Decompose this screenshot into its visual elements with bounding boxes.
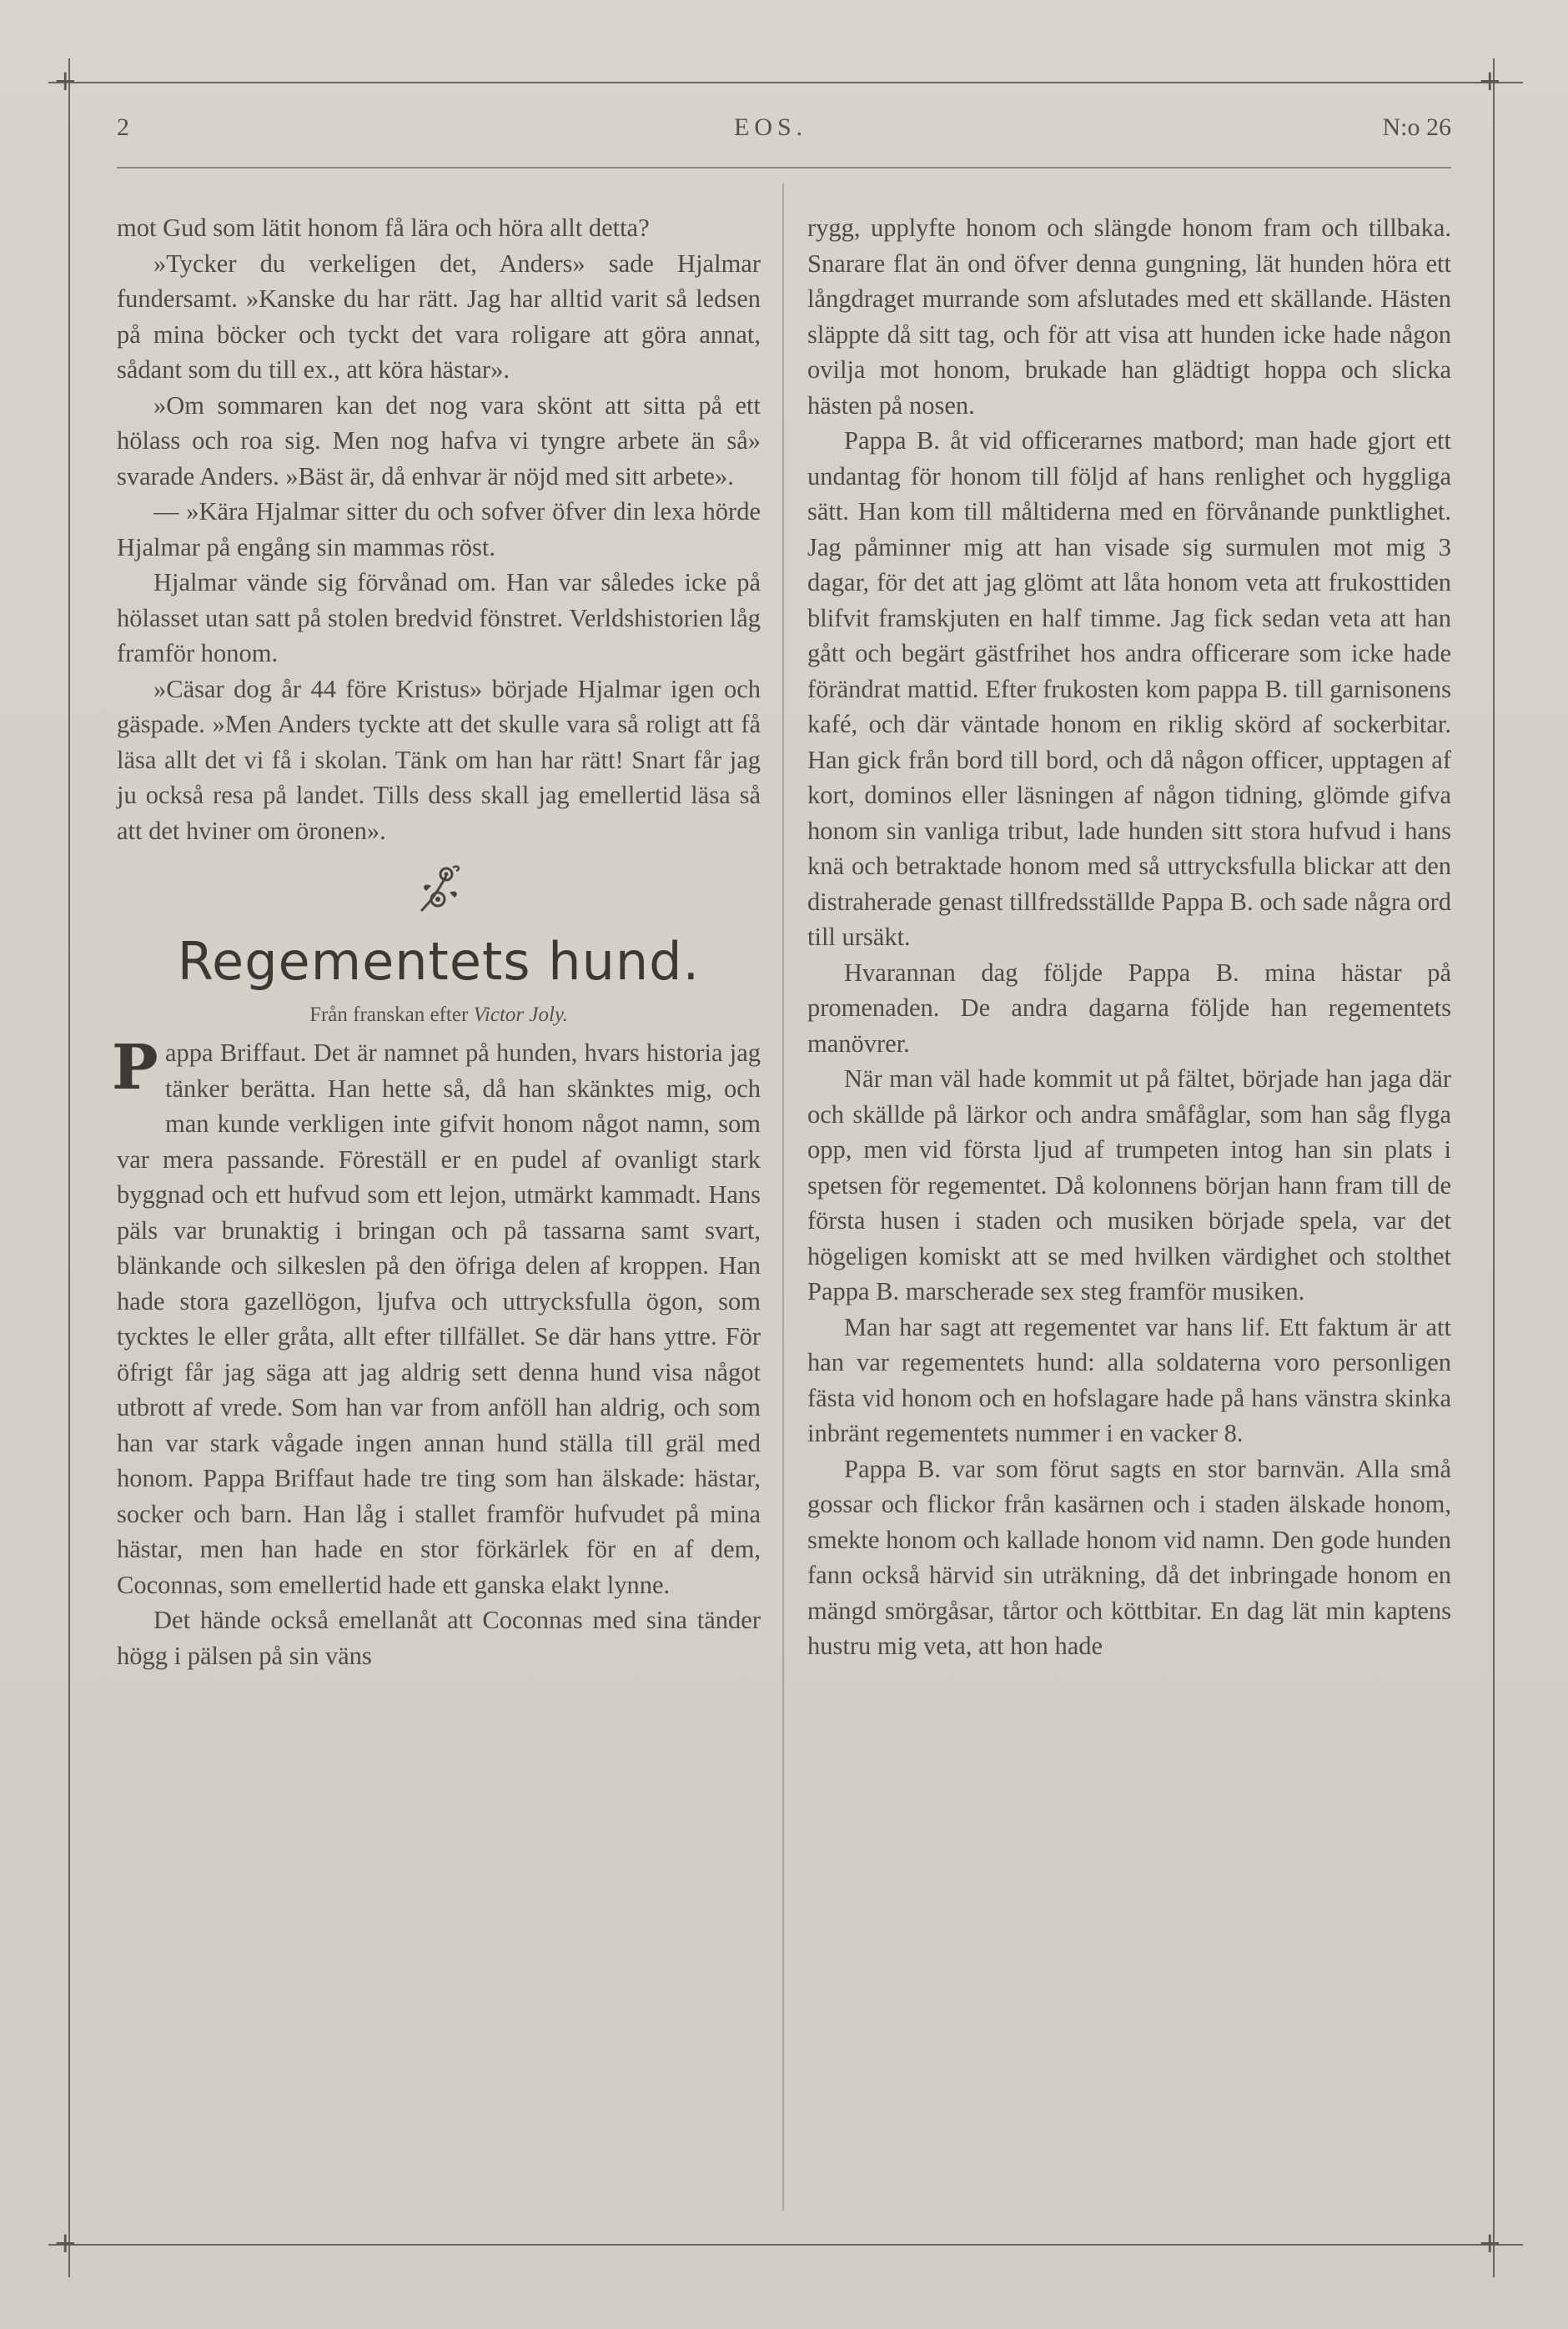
header-divider bbox=[117, 167, 1451, 169]
crop-mark-icon: + bbox=[53, 2226, 78, 2260]
paragraph: »Cäsar dog år 44 före Kristus» började Hjalmar igen och gäspade. »Men Anders tyckte att det skulle vara så roligt att få läsa allt det vi få i skolan. Tänk om han har rätt! Snart får jag ju också resa på landet. Tills dess skall jag emellertid läsa så att det hviner om öronen». bbox=[117, 674, 761, 845]
paragraph: Man har sagt att regementet var hans lif. Ett faktum är att han var regementets hund: alla soldaterna voro personligen fästa vid honom och en hofslagare hade på hans vänstra skinka inbränt regementets nummer i en vacker 8. bbox=[807, 1312, 1451, 1447]
paragraph: Det hände också emellanåt att Coconnas med sina tänder högg i pälsen på sin väns bbox=[117, 1606, 761, 1670]
paragraph: — »Kära Hjalmar sitter du och sofver öfver din lexa hörde Hjalmar på engång sin mammas röst. bbox=[117, 497, 761, 561]
article-byline bbox=[117, 999, 761, 1032]
paragraph: »Om sommaren kan det nog vara skönt att sitta på ett hölass och roa sig. Men nog hafva vi tyngre arbete än så» svarade Anders. »Bäst är, då enhvar är nöjd med sitt arbete». bbox=[117, 390, 761, 490]
crop-mark-icon: + bbox=[53, 64, 78, 98]
page-number: 2 bbox=[117, 113, 129, 141]
frame-right-rule bbox=[1493, 58, 1495, 2277]
running-header bbox=[117, 113, 1451, 155]
article-first-paragraph bbox=[112, 1032, 761, 1602]
frame-bottom-rule bbox=[48, 2244, 1523, 2246]
drop-cap: P bbox=[112, 1032, 158, 1104]
left-column bbox=[112, 210, 761, 1673]
right-column bbox=[807, 210, 1451, 1664]
paragraph: Pappa B. var som förut sagts en stor barnvän. Alla små gossar och flickor från kasärnen och i staden älskade honom, smekte honom och kallade honom vid namn. Den gode hunden fann också härvid sin uträkning, då det inbringade honom en mängd smörgåsar, tårtor och köttbitar. En dag lät min kaptens hustru mig veta, att hon hade bbox=[807, 1454, 1451, 1660]
paragraph: När man väl hade kommit ut på fältet, började han jaga där och skällde på lärkor och andra småfåglar, som han såg flyga opp, men vid första ljud af trumpeten intog han sin plats i spetsen för regementet. Då kolonnens början hann fram till de första husen i staden och musiken började spela, var det högeligen komiskt att se med hvilken värdighet och stolthet Pappa B. marscherade sex steg framför musiken. bbox=[807, 1064, 1451, 1305]
byline-prefix: Från franskan efter bbox=[309, 1004, 469, 1026]
column-divider bbox=[782, 184, 784, 2211]
paragraph: Pappa B. åt vid officerarnes matbord; man hade gjort ett undantag för honom till följd af hans renlighet och hyggliga sätt. Han kom till måltiderna med en förvånande punktlighet. Jag påminner mig att han visade sig surmulen mot mig 3 dagar, för det att jag glömt att låta honom veta att frukosttiden blifvit framskjuten en half timme. Jag fick sedan veta att han gått och begärt gästfrihet hos andra officerare som icke hade förändrat mattid. Efter frukosten kom pappa B. till garnisonens kafé, och där väntade honom en riklig skörd af sockerbitar. Han gick från bord till bord, och då någon officer, upptagen af kort, dominos eller läsningen af någon tidning, glömde gifva honom sin vanliga tribut, lade hunden sitt stora hufvud i hans knä och betraktade honom med så uttrycksfulla blickar att den distraherade genast tillfredsställde Pappa B. och sade några ord till ursäkt. bbox=[807, 426, 1451, 951]
paragraph-text: appa Briffaut. Det är namnet på hunden, hvars historia jag tänker berätta. Han hette så, då han skänktes mig, och man kunde verkligen inte gifvit honom något namn, som var mera passande. Föreställ er en pudel af ovanligt stark byggnad och ett hufvud som ett lejon, utmärkt kammadt. Hans päls var brunaktig i bringan och på tassarna samt svart, blänkande och silkeslen på den öfriga delen af kroppen. Han hade stora gazellögon, ljufva och uttrycksfulla ögon, som tycktes le eller gråta, allt efter tillfället. Se där hans yttre. För öfrigt får jag säga att jag aldrig sett denna hund visa något utbrott af vrede. Som han var from anföll han aldrig, och som han var stark vågade ingen annan hund ställa till gräl med honom. Pappa Briffaut hade tre ting som han älskade: hästar, socker och barn. Han låg i stallet framför hufvudet på mina hästar, men han hade en stor förkärlek för en af dem, Coconnas, som emellertid hade ett ganska elakt lynne. bbox=[117, 1039, 761, 1599]
flower-ornament-icon bbox=[117, 853, 761, 927]
paragraph: »Tycker du verkeligen det, Anders» sade Hjalmar fundersamt. »Kanske du har rätt. Jag har alltid varit så ledsen på mina böcker och tyckt det vara roligare att göra annat, sådant som du till ex., att köra hästar». bbox=[117, 249, 761, 384]
paragraph: rygg, upplyfte honom och slängde honom fram och tillbaka. Snarare flat än ond öfver denna gungning, lät hunden höra ett långdraget murrande som afslutades med ett skällande. Hästen släppte då sitt tag, och för att visa att hunden icke hade någon ovilja mot honom, brukade han glädtigt hoppa och slicka hästen på nosen. bbox=[807, 214, 1451, 420]
frame-left-rule bbox=[68, 58, 70, 2277]
article-title: Regementets hund. bbox=[177, 931, 701, 992]
paragraph: Hvarannan dag följde Pappa B. mina hästar på promenaden. De andra dagarna följde han regementets manövrer. bbox=[807, 958, 1451, 1058]
paragraph: mot Gud som lätit honom få lära och höra allt detta? bbox=[117, 214, 650, 242]
frame-top-rule bbox=[48, 82, 1523, 83]
issue-number: N:o 26 bbox=[1382, 113, 1451, 141]
crop-mark-icon: + bbox=[1478, 64, 1502, 98]
byline-author: Victor Joly. bbox=[473, 1004, 568, 1026]
crop-mark-icon: + bbox=[1478, 2226, 1502, 2260]
paragraph: Hjalmar vände sig förvånad om. Han var således icke på hölasset utan satt på stolen bredvid fönstret. Verldshistorien låg framför honom. bbox=[117, 568, 761, 667]
magazine-title: EOS. bbox=[734, 113, 808, 141]
